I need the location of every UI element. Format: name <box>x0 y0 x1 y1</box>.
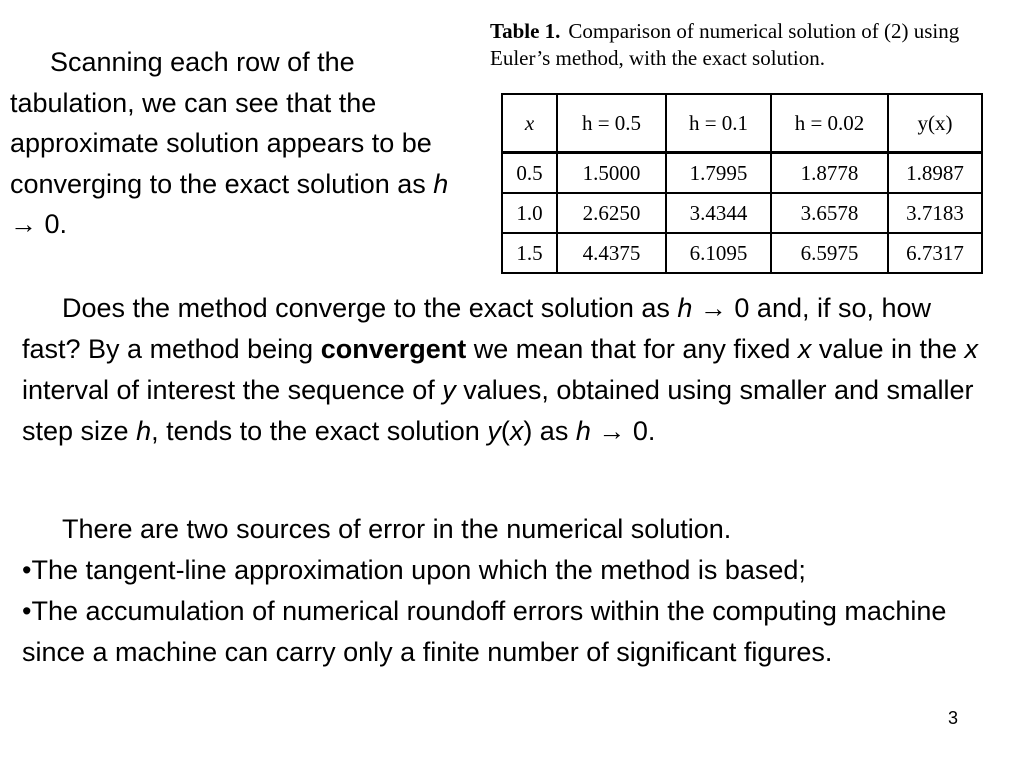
convergent-term: convergent <box>320 334 467 364</box>
intro-var-h: h <box>433 168 449 199</box>
col-header-yx: y(x) <box>888 94 982 153</box>
list-item <box>22 550 982 591</box>
table-cell: 1.5 <box>502 233 557 273</box>
bullet-text: The accumulation of numerical roundoff errors within the computing machine since a machine can carry only a finite number of significant figures. <box>22 596 947 667</box>
col-header-x: x <box>502 94 557 153</box>
comparison-table <box>501 93 983 274</box>
table-cell: 1.8778 <box>771 153 888 194</box>
intro-text: Scanning each row of the tabulation, we can see that the approximate solution appears to be converging to the exact solution as <box>10 47 434 199</box>
table-cell: 4.4375 <box>557 233 666 273</box>
table-caption-label: Table 1. <box>490 19 561 43</box>
list-item <box>22 591 982 673</box>
col-header-h002: h = 0.02 <box>771 94 888 153</box>
bullet-icon: • <box>22 555 32 585</box>
table-cell: 0.5 <box>502 153 557 194</box>
page-number: 3 <box>948 708 959 728</box>
table-cell: 3.4344 <box>666 193 771 233</box>
table-cell: 3.6578 <box>771 193 888 233</box>
table-header-row <box>502 94 982 153</box>
bullet-icon: • <box>22 596 32 626</box>
table-cell: 1.8987 <box>888 153 982 194</box>
table-caption <box>490 18 1010 72</box>
table-cell: 3.7183 <box>888 193 982 233</box>
table-cell: 1.0 <box>502 193 557 233</box>
table-cell: 6.7317 <box>888 233 982 273</box>
error-sources-intro: There are two sources of error in the numerical solution. <box>62 514 732 544</box>
convergence-paragraph: Does the method converge to the exact solution as h → 0 and, if so, how fast? By a method being convergent we mean that for any fixed x value in the x interval of interest the sequence of y values, obtained using smaller and smaller step size h, tends to the exact solution y(x) as h → 0. <box>22 293 979 446</box>
table-cell: 2.6250 <box>557 193 666 233</box>
table-cell: 6.1095 <box>666 233 771 273</box>
col-header-h01: h = 0.1 <box>666 94 771 153</box>
intro-text-end: → 0. <box>10 209 68 239</box>
table-cell: 1.7995 <box>666 153 771 194</box>
table-row <box>502 193 982 233</box>
table-cell: 6.5975 <box>771 233 888 273</box>
table-cell: 1.5000 <box>557 153 666 194</box>
intro-paragraph <box>10 42 480 245</box>
table-caption-text: Comparison of numerical solution of (2) using Euler’s method, with the exact solution. <box>490 19 960 70</box>
error-sources-section <box>22 509 982 673</box>
bullet-text: The tangent-line approximation upon which the method is based; <box>31 555 806 585</box>
table-row <box>502 233 982 273</box>
col-header-h05: h = 0.5 <box>557 94 666 153</box>
table-row <box>502 153 982 194</box>
